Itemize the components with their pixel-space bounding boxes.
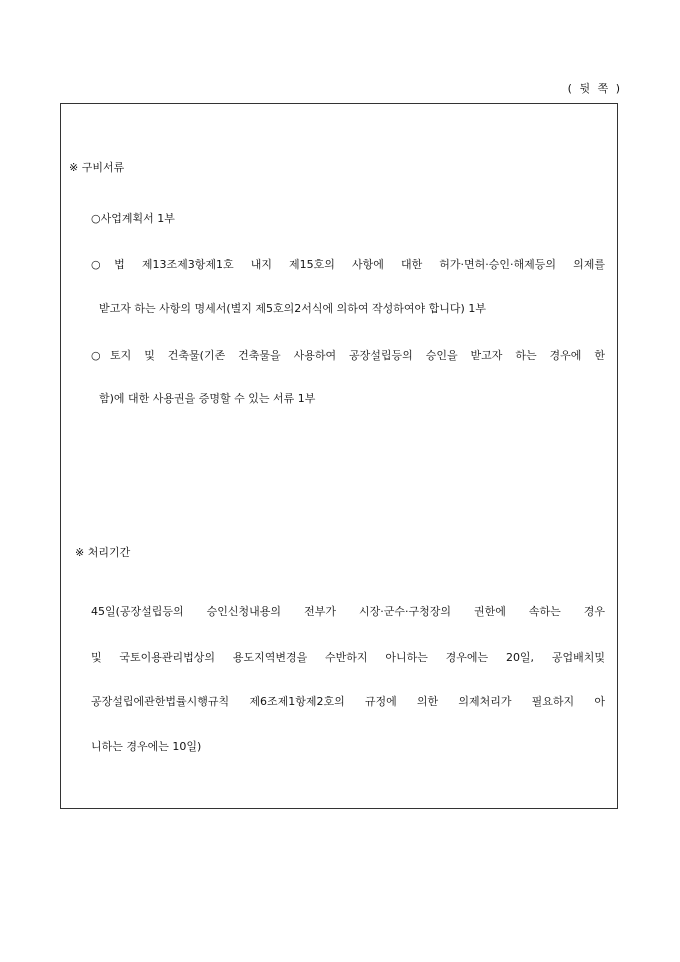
processing-period-line-2: 및 국토이용관리법상의 용도지역변경을 수반하지 아니하는 경우에는 20일, 공업배치및 (91, 651, 605, 664)
processing-period-line-4: 니하는 경우에는 10일) (91, 740, 202, 753)
required-item-business-plan: ○사업계획서 1부 (91, 212, 175, 225)
page-side-note: ( 뒷 쪽 ) (567, 82, 622, 95)
required-item-land-building: ○토지 및 건축물(기존 건축물을 사용하여 공장설립등의 승인을 받고자 하는 경우에 한 (91, 349, 605, 362)
required-item-permit-statement-cont: 받고자 하는 사항의 명세서(별지 제5호의2서식에 의하여 작성하여야 합니다) 1부 (99, 302, 486, 315)
document-box (60, 103, 618, 809)
processing-period-line-3: 공장설립에관한법률시행규칙 제6조제1항제2호의 규정에 의한 의제처리가 필요하지 아 (91, 695, 605, 708)
required-documents-heading: ※ 구비서류 (69, 161, 125, 174)
required-item-land-building-cont: 함)에 대한 사용권을 증명할 수 있는 서류 1부 (99, 392, 316, 405)
processing-period-heading: ※ 처리기간 (75, 546, 131, 559)
required-item-permit-statement: ○법 제13조제3항제1호 내지 제15호의 사항에 대한 허가·면허·승인·해제등의 의제를 (91, 258, 605, 271)
processing-period-line-1: 45일(공장설립등의 승인신청내용의 전부가 시장·군수·구청장의 권한에 속하는 경우 (91, 605, 605, 618)
